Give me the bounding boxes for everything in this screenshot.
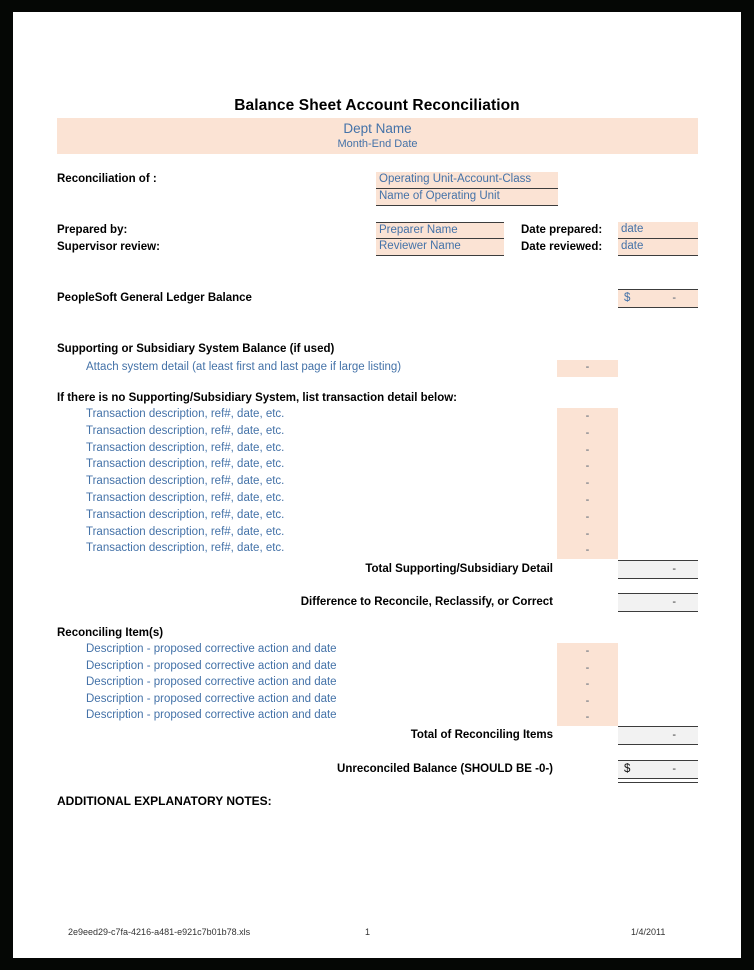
supervisor-review-label: Supervisor review: bbox=[57, 241, 160, 253]
transaction-value[interactable]: - bbox=[585, 477, 590, 490]
transaction-description[interactable]: Transaction description, ref#, date, etc. bbox=[86, 508, 285, 521]
transaction-value[interactable]: - bbox=[585, 494, 590, 506]
footer-page-number: 1 bbox=[365, 927, 371, 937]
gl-balance-value-box[interactable] bbox=[618, 289, 698, 308]
gl-balance-label: PeopleSoft General Ledger Balance bbox=[57, 292, 252, 304]
document-page bbox=[13, 12, 741, 958]
transaction-description[interactable]: Transaction description, ref#, date, etc. bbox=[86, 542, 285, 555]
reconciling-item-value[interactable]: - bbox=[585, 711, 590, 724]
total-reconciling-label: Total of Reconciling Items bbox=[410, 729, 553, 741]
subsidiary-heading: Supporting or Subsidiary System Balance (if used) bbox=[57, 343, 335, 355]
transaction-description[interactable]: Transaction description, ref#, date, etc. bbox=[86, 475, 285, 488]
account-class-field[interactable]: Operating Unit-Account-Class bbox=[376, 172, 558, 189]
reconciliation-of-label: Reconciliation of : bbox=[57, 173, 157, 185]
reconciling-item-description[interactable]: Description - proposed corrective action and date bbox=[86, 709, 337, 722]
transaction-value[interactable]: - bbox=[585, 410, 590, 422]
gl-balance-currency: $ bbox=[624, 292, 631, 304]
difference-value-box bbox=[618, 593, 698, 612]
transaction-value[interactable]: - bbox=[585, 443, 590, 456]
operating-unit-field[interactable]: Name of Operating Unit bbox=[376, 189, 558, 206]
page-title: Balance Sheet Account Reconciliation bbox=[234, 97, 520, 114]
dept-name: Dept Name bbox=[343, 121, 412, 136]
header-banner bbox=[57, 118, 698, 154]
difference-label: Difference to Reconcile, Reclassify, or Correct bbox=[300, 596, 553, 608]
reconciling-items-heading: Reconciling Item(s) bbox=[57, 627, 164, 639]
prepared-by-label: Prepared by: bbox=[57, 224, 128, 236]
reconciling-item-value[interactable]: - bbox=[585, 678, 590, 691]
reconciling-item-value[interactable]: - bbox=[585, 645, 590, 657]
unreconciled-value: - bbox=[672, 763, 676, 775]
date-reviewed-label: Date reviewed: bbox=[521, 241, 603, 253]
preparer-name-field[interactable]: Preparer Name bbox=[376, 222, 504, 239]
period-label: Month-End Date bbox=[337, 138, 418, 150]
unreconciled-balance-value-box bbox=[618, 760, 698, 779]
grand-total-double-rule bbox=[618, 782, 698, 783]
total-reconciling-value-box bbox=[618, 726, 698, 745]
total-supporting-label: Total Supporting/Subsidiary Detail bbox=[365, 563, 553, 575]
transaction-value[interactable]: - bbox=[585, 426, 590, 439]
attach-detail-note: Attach system detail (at least first and last page if large listing) bbox=[86, 361, 402, 373]
total-supporting-value-box bbox=[618, 560, 698, 579]
reconciling-item-description[interactable]: Description - proposed corrective action and date bbox=[86, 692, 337, 705]
transaction-description[interactable]: Transaction description, ref#, date, etc. bbox=[86, 492, 285, 504]
transaction-value[interactable]: - bbox=[585, 510, 590, 523]
reconciling-item-value[interactable]: - bbox=[585, 661, 590, 674]
footer-filename: 2e9eed29-c7fa-4216-a481-e921c7b01b78.xls bbox=[68, 927, 251, 937]
transaction-description[interactable]: Transaction description, ref#, date, etc. bbox=[86, 408, 285, 420]
reconciling-item-description[interactable]: Description - proposed corrective action and date bbox=[86, 676, 337, 689]
reconciling-item-description[interactable]: Description - proposed corrective action and date bbox=[86, 659, 337, 672]
subsidiary-value[interactable]: - bbox=[557, 360, 618, 377]
transaction-value[interactable]: - bbox=[585, 460, 590, 473]
reconciling-item-description[interactable]: Description - proposed corrective action and date bbox=[86, 643, 337, 655]
transaction-value[interactable]: - bbox=[585, 544, 590, 557]
total-reconciling-value: - bbox=[672, 729, 676, 741]
unreconciled-balance-label: Unreconciled Balance (SHOULD BE -0-) bbox=[337, 763, 553, 775]
total-supporting-value: - bbox=[672, 563, 676, 575]
difference-value: - bbox=[672, 596, 676, 608]
unreconciled-currency: $ bbox=[624, 763, 631, 775]
transaction-description[interactable]: Transaction description, ref#, date, etc. bbox=[86, 458, 285, 471]
transactions-heading: If there is no Supporting/Subsidiary System, list transaction detail below: bbox=[57, 392, 458, 404]
transaction-description[interactable]: Transaction description, ref#, date, etc. bbox=[86, 441, 285, 454]
date-reviewed-field[interactable]: date bbox=[618, 239, 698, 256]
reviewer-name-field[interactable]: Reviewer Name bbox=[376, 239, 504, 256]
reconciling-item-value[interactable]: - bbox=[585, 694, 590, 707]
transaction-description[interactable]: Transaction description, ref#, date, etc. bbox=[86, 525, 285, 538]
transaction-description[interactable]: Transaction description, ref#, date, etc. bbox=[86, 424, 285, 437]
footer-date: 1/4/2011 bbox=[631, 927, 666, 937]
notes-heading: ADDITIONAL EXPLANATORY NOTES: bbox=[57, 794, 272, 808]
gl-balance-value: - bbox=[672, 292, 676, 304]
date-prepared-label: Date prepared: bbox=[521, 224, 603, 236]
date-prepared-field[interactable]: date bbox=[618, 222, 698, 239]
transaction-value[interactable]: - bbox=[585, 527, 590, 540]
